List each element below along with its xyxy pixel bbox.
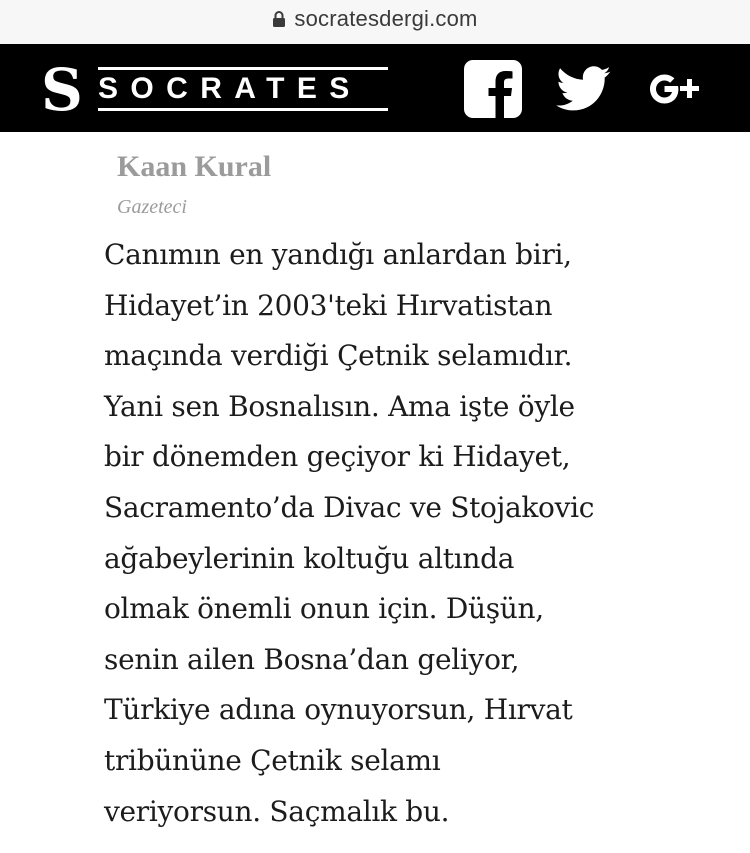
logo-top-rule xyxy=(98,67,388,70)
google-plus-button[interactable] xyxy=(646,66,704,112)
article-line: Canımın en yandığı anlardan biri, xyxy=(104,238,572,271)
article-line: senin ailen Bosna’dan geliyor, xyxy=(104,642,520,676)
logo-wordmark xyxy=(98,66,388,112)
logo-s-mark xyxy=(40,60,84,118)
facebook-icon xyxy=(464,60,522,118)
logo-letter: S xyxy=(41,60,83,118)
lock-icon xyxy=(272,10,286,28)
article-line: Hidayet’in 2003'teki Hırvatistan xyxy=(104,288,553,322)
address-display[interactable] xyxy=(272,6,477,32)
logo-text: SOCRATES xyxy=(98,72,362,105)
facebook-button[interactable] xyxy=(464,66,522,112)
author-role: Gazeteci xyxy=(117,196,187,218)
browser-url-bar[interactable] xyxy=(0,0,750,44)
article-line: veriyorsun. Saçmalık bu. xyxy=(104,794,450,828)
article-line: Yani sen Bosnalısın. Ama işte öyle xyxy=(104,389,575,423)
site-header xyxy=(0,44,750,132)
google-plus-icon xyxy=(646,69,704,109)
twitter-icon xyxy=(556,66,612,112)
article-line: bir dönemden geçiyor ki Hidayet, xyxy=(104,440,571,474)
article-line: Türkiye adına oynuyorsun, Hırvat xyxy=(104,693,573,727)
twitter-button[interactable] xyxy=(556,66,612,112)
article-line: ağabeylerinin koltuğu altında xyxy=(104,541,515,575)
article-line: maçında verdiği Çetnik selamıdır. xyxy=(104,339,573,373)
socrates-logo[interactable] xyxy=(40,60,388,118)
article-line: olmak önemli onun için. Düşün, xyxy=(104,592,544,626)
url-text: socratesdergi.com xyxy=(294,6,478,31)
logo-bottom-rule xyxy=(98,108,388,111)
article-body xyxy=(104,230,724,837)
article-line: tribününe Çetnik selamı xyxy=(104,743,441,777)
article-line: Sacramento’da Divac ve Stojakovic xyxy=(104,490,595,524)
author-name: Kaan Kural xyxy=(117,150,272,183)
